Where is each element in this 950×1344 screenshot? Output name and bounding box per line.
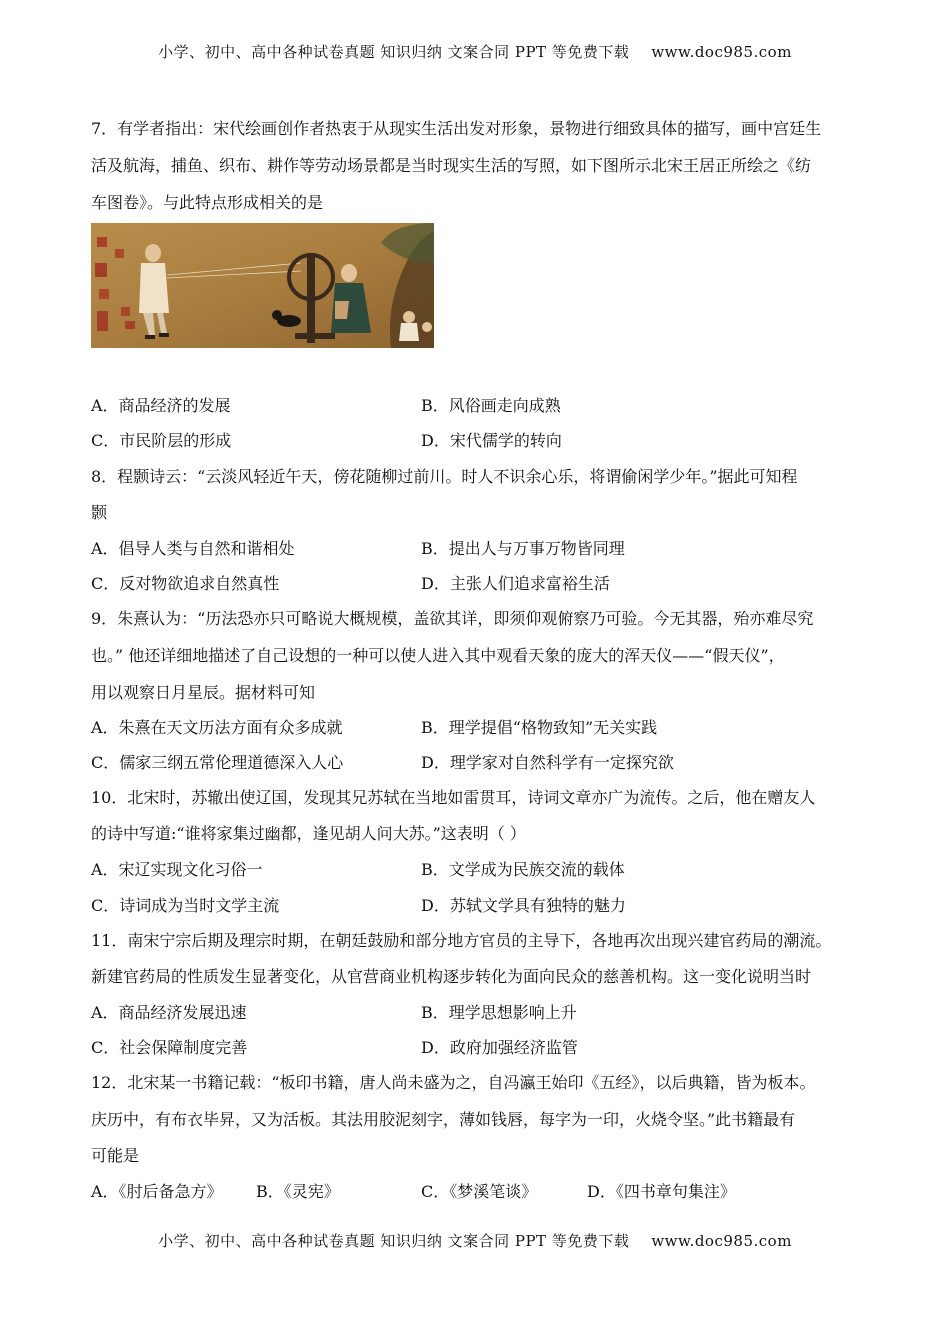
- q9-line2: 也。” 他还详细地描述了自己设想的一种可以使人进入其中观看天象的庞大的浑天仪——“假天仪”，: [91, 646, 785, 665]
- q11-line1: 11．南宋宁宗后期及理宗时期，在朝廷鼓励和部分地方官员的主导下，各地再次出现兴建官药局的潮流。: [91, 931, 832, 950]
- q7-line1: 7．有学者指出：宋代绘画创作者热衷于从现实生活出发对形象，景物进行细致具体的描写，画中宫廷生: [91, 119, 822, 138]
- q8-line1: 8．程颢诗云：“云淡风轻近午天，傍花随柳过前川。时人不识余心乐，将谓偷闲学少年。”据此可知程: [91, 467, 798, 486]
- q11-option-b[interactable]: B．理学思想影响上升: [421, 1003, 577, 1022]
- q11-line2: 新建官药局的性质发生显著变化，从官营商业机构逐步转化为面向民众的慈善机构。这一变化说明当时: [91, 967, 812, 986]
- q10-option-a[interactable]: A．宋辽实现文化习俗一: [91, 860, 263, 879]
- q11-option-c[interactable]: C．社会保障制度完善: [91, 1038, 248, 1057]
- q7-option-a[interactable]: A．商品经济的发展: [91, 396, 231, 415]
- q10-option-c[interactable]: C．诗词成为当时文学主流: [91, 896, 280, 915]
- q9-line3: 用以观察日月星辰。据材料可知: [91, 683, 316, 702]
- q9-option-b[interactable]: B．理学提倡“格物致知”无关实践: [421, 718, 658, 737]
- q8-line2: 颢: [91, 503, 108, 522]
- q7-option-c[interactable]: C．市民阶层的形成: [91, 431, 232, 450]
- header-url[interactable]: www.doc985.com: [651, 43, 792, 61]
- q7-line2: 活及航海，捕鱼、织布、耕作等劳动场景都是当时现实生活的写照，如下图所示北宋王居正所绘之《纺: [91, 156, 812, 175]
- q10-line2: 的诗中写道:“谁将家集过幽都，逢见胡人问大苏。”这表明（ ）: [91, 824, 526, 843]
- page-header: [0, 41, 950, 62]
- q8-option-b[interactable]: B．提出人与万事万物皆同理: [421, 539, 625, 558]
- q12-line2: 庆历中，有布衣毕昇，又为活板。其法用胶泥刻字，薄如钱唇，每字为一印，火烧令坚。”此书籍最有: [91, 1110, 796, 1129]
- q8-option-c[interactable]: C．反对物欲追求自然真性: [91, 574, 280, 593]
- page-footer: [0, 1230, 950, 1251]
- q12-option-c[interactable]: C．《梦溪笔谈》: [421, 1182, 538, 1201]
- spinning-wheel-painting: [91, 223, 434, 348]
- q12-line1: 12．北宋某一书籍记载：“板印书籍，唐人尚未盛为之，自冯瀛王始印《五经》，以后典籍，皆为板本。: [91, 1073, 816, 1092]
- q7-option-d[interactable]: D．宋代儒学的转向: [421, 431, 562, 450]
- q10-line1: 10．北宋时，苏辙出使辽国，发现其兄苏轼在当地如雷贯耳，诗词文章亦广为流传。之后，他在赠友人: [91, 788, 816, 807]
- q11-option-d[interactable]: D．政府加强经济监管: [421, 1038, 578, 1057]
- q12-option-a[interactable]: A．《肘后备急方》: [91, 1182, 223, 1201]
- q9-option-d[interactable]: D．理学家对自然科学有一定探究欲: [421, 753, 674, 772]
- q9-option-a[interactable]: A．朱熹在天文历法方面有众多成就: [91, 718, 343, 737]
- q11-option-a[interactable]: A．商品经济发展迅速: [91, 1003, 247, 1022]
- footer-text: 小学、初中、高中各种试卷真题 知识归纳 文案合同 PPT 等免费下载: [158, 1232, 630, 1250]
- header-text: 小学、初中、高中各种试卷真题 知识归纳 文案合同 PPT 等免费下载: [158, 43, 630, 61]
- footer-url[interactable]: www.doc985.com: [651, 1232, 792, 1250]
- q12-option-b[interactable]: B．《灵宪》: [256, 1182, 340, 1201]
- q10-option-b[interactable]: B．文学成为民族交流的载体: [421, 860, 625, 879]
- q12-option-d[interactable]: D．《四书章句集注》: [587, 1182, 736, 1201]
- q9-line1: 9．朱熹认为：“历法恐亦只可略说大概规模，盖欲其详，即须仰观俯察乃可验。今无其器，殆亦难尽究: [91, 609, 814, 628]
- q9-option-c[interactable]: C．儒家三纲五常伦理道德深入人心: [91, 753, 344, 772]
- q8-option-a[interactable]: A．倡导人类与自然和谐相处: [91, 539, 295, 558]
- q8-option-d[interactable]: D．主张人们追求富裕生活: [421, 574, 610, 593]
- q7-line3: 车图卷》。与此特点形成相关的是: [91, 193, 324, 212]
- q7-option-b[interactable]: B．风俗画走向成熟: [421, 396, 561, 415]
- q10-option-d[interactable]: D．苏轼文学具有独特的魅力: [421, 896, 626, 915]
- q12-line3: 可能是: [91, 1146, 140, 1165]
